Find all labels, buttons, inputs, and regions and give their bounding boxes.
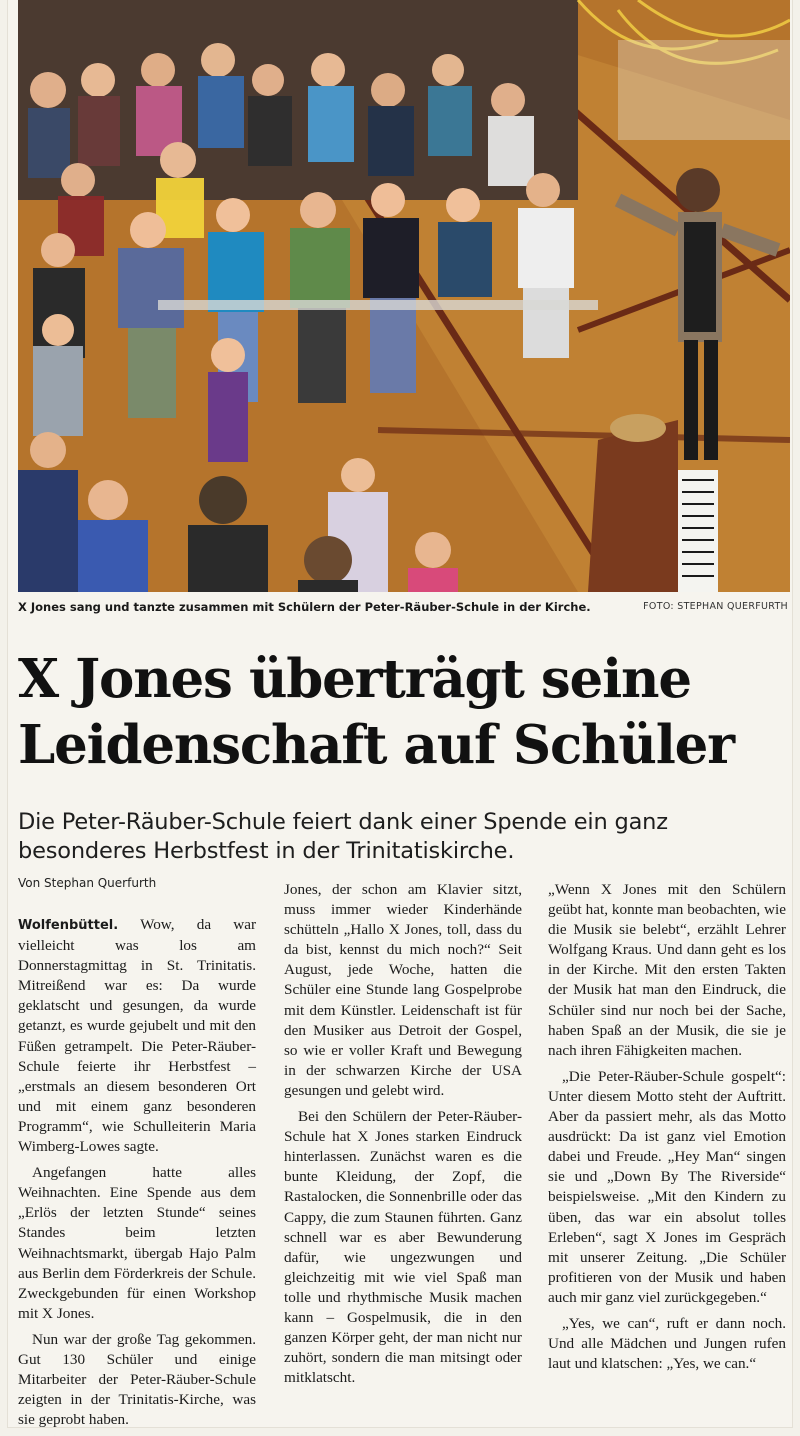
photo-credit: FOTO: STEPHAN QUERFURTH — [643, 601, 788, 612]
paragraph: Nun war der große Tag gekommen. Gut 130 Schüler und einige Mitarbeiter der Peter-Räuber-Schule zeigten in der Trinitatis-Kirche, was sie geprobt haben. — [18, 1330, 256, 1429]
paragraph: Jones, der schon am Klavier sitzt, muss immer wieder Kinderhände schütteln „Hallo X Jones, toll, dass du da bist, kennst du mich noch?“ Seit August, jede Woche, hatten die Schüler eine Stunde lang Gospelprobe mit dem Künstler. Leidenschaft ist für den Musiker aus Detroit der Gospel, so wie er voller Kraft und Bewegung in der schwarzen Kirche der USA gesungen und gelebt wird. — [284, 881, 522, 1099]
article-photo — [18, 0, 790, 592]
subhead-line-1: Die Peter-Räuber-Schule feiert dank einer Spende ein ganz — [18, 809, 668, 835]
caption-text: X Jones sang und tanzte zusammen mit Schülern der Peter-Räuber-Schule in der Kirche. — [18, 600, 591, 614]
paragraph: Angefangen hatte alles Weihnachten. Eine Spende aus dem „Erlös der letzten Stunde“ seines Standes beim letzten Weihnachtsmarkt, übergab Hajo Palm aus Berlin dem Förderkreis der Schule. Zweckgebunden für einen Workshop mit X Jones. — [18, 1164, 256, 1322]
article-column-3 — [548, 880, 786, 1380]
byline: Von Stephan Querfurth — [18, 876, 157, 890]
paragraph-text: Wow, da war vielleicht was los am Donnerstagmittag in St. Trinitatis. Mitreißend war es: Da wurde geklatscht und gesungen, da wurde getanzt, es wurde gejubelt und mit den Füßen getrampelt. Die Peter-Räuber-Schule feierte ihr Herbstfest – „erstmals an diesem besonderen Ort und mit einem ganz besonderen Programm“, wie Schulleiterin Maria Wimberg-Lowes sagte. — [18, 916, 256, 1156]
paragraph: „Yes, we can“, ruft er dann noch. Und alle Mädchen und Jungen rufen laut und klatschen: „Yes, we can.“ — [548, 1314, 786, 1373]
paragraph: „Die Peter-Räuber-Schule gospelt“: Unter diesem Motto steht der Auftritt. Aber da passiert mehr, als das Motto ausdrückt: Da ist ganz viel Emotion dabei und Freude. „Hey Man“ singen sie und „Down By The Riverside“ beispielsweise. „Mit den Kindern zu üben, das war ein absolut tolles Erleben“, sagt X Jones im Gespräch mit unserer Zeitung. „Die Schüler profitieren von der Musik und haben auch mir ganz viel zurückgegeben.“ — [548, 1067, 786, 1306]
headline-line-2: Leidenschaft auf Schüler — [18, 714, 734, 776]
subhead-line-2: besonderes Herbstfest in der Trinitatiskirche. — [18, 838, 515, 864]
paragraph: „Wenn X Jones mit den Schülern geübt hat, konnte man beobachten, wie die Musik sie belebt“, erzählt Lehrer Wolfgang Kraus. Und dann geht es los in der Kirche. Mit den ersten Takten der Musik hat man den Eindruck, die Schüler sind nur noch bei der Sache, haben Spaß an der Musik, die sie je nach ihren Fähigkeiten machen. — [548, 881, 786, 1059]
dateline: Wolfenbüttel. — [18, 918, 119, 933]
paragraph — [18, 915, 256, 1157]
headline-line-1: X Jones überträgt seine — [18, 648, 691, 710]
photo-caption — [18, 597, 790, 619]
article-subheadline — [18, 808, 790, 866]
paragraph: Bei den Schülern der Peter-Räuber-Schule hat X Jones starken Eindruck hinterlassen. Zunächst waren es die bunte Kleidung, der Zopf, die Rastalocken, die Sonnenbrille oder das Cappy, die zum Staunen führten. Ganz schnell war es aber Bewunderung dafür, wie ungezwungen und gleichzeitig mit wie viel Spaß man tolle und rhythmische Musik machen kann – Gospelmusik, die in den ganzen Körper geht, der man nicht nur zuhört, sondern die man mitsingt oder mitklatscht. — [284, 1108, 522, 1387]
photo-illustration — [18, 0, 790, 592]
article-column-1 — [18, 915, 256, 1436]
article-column-2 — [284, 880, 522, 1394]
article-headline — [18, 646, 790, 778]
